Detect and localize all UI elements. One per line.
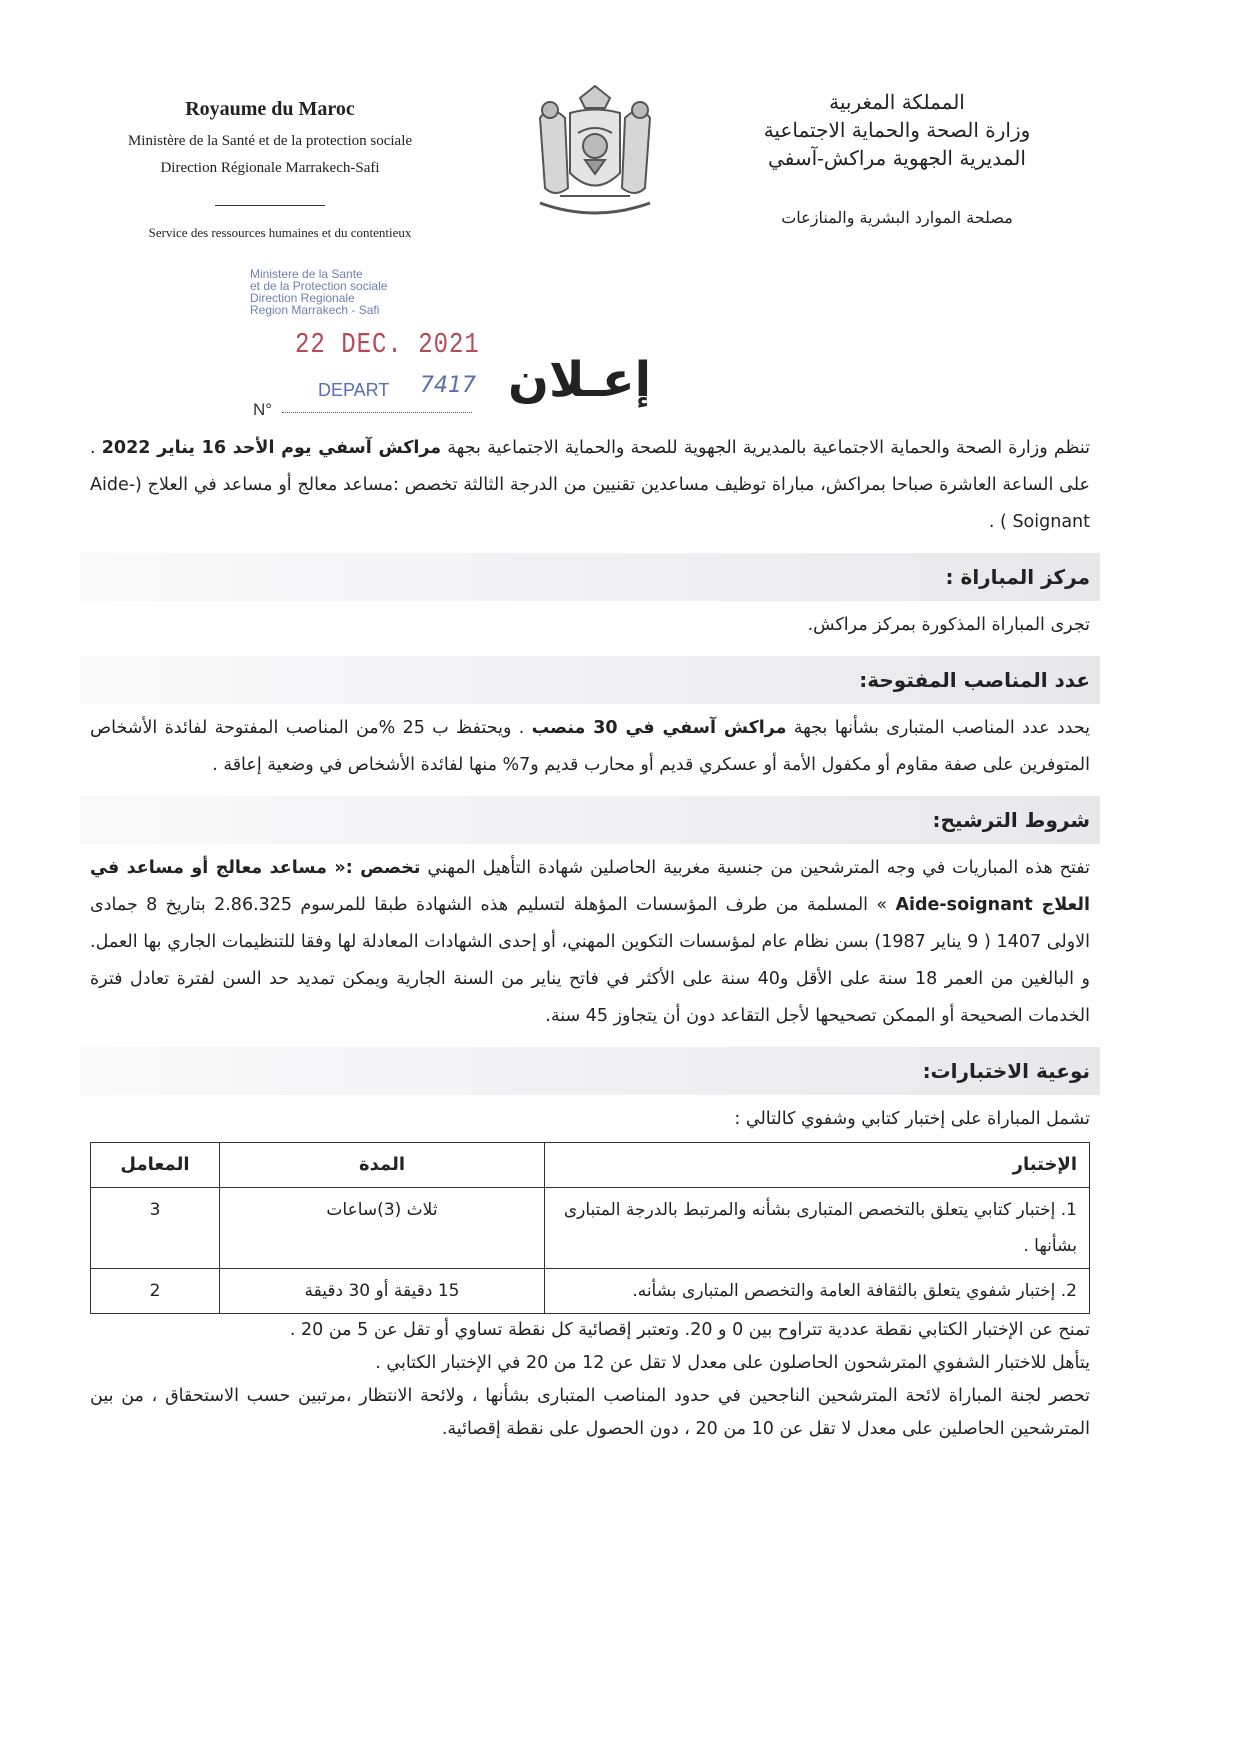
stamp-line-2: et de la Protection sociale — [250, 279, 388, 293]
stamp-line-3: Direction Regionale — [250, 291, 355, 305]
section-conditions-title: شروط الترشيح: — [80, 796, 1100, 844]
intro-text-bold: مراكش آسفي يوم الأحد 16 يناير 2022 — [101, 438, 442, 458]
intro-paragraph — [90, 430, 1090, 541]
stamp-date: 22 DEC. 2021 — [295, 329, 480, 362]
ministry-ar: وزارة الصحة والحماية الاجتماعية — [763, 118, 1031, 142]
service-fr: Service des ressources humaines et du contentieux — [148, 225, 412, 240]
header-arabic — [732, 88, 1062, 172]
table-row — [91, 1269, 1090, 1314]
cond-text-a: تفتح هذه المباريات في وجه المترشحين من جنسية مغربية الحاصلين شهادة التأهيل المهني — [420, 858, 1090, 878]
row-1-duration: ثلاث (3)ساعات — [220, 1188, 545, 1269]
table-row — [91, 1188, 1090, 1269]
section-posts-title: عدد المناصب المفتوحة: — [80, 656, 1100, 704]
direction-fr: Direction Régionale Marrakech-Safi — [160, 160, 380, 176]
center-text: تجرى المباراة المذكورة بمركز مراكش. — [807, 615, 1090, 635]
stamp-line-1: Ministere de la Sante — [250, 267, 363, 281]
cond-text-c: » المسلمة من طرف المؤسسات المؤهلة لتسليم هذه الشهادة طبقا للمرسوم 2.86.325 بتاريخ 8 جمادى الاولى 1407 ( 9 يناير 1987) بسن نظام عام لمؤسسات التكوين المهني، أو إحدى الشهادات المعادلة لها وفقا للتنظيمات الجاري بها العمل. و البالغين من العمر 18 سنة على الأقل و40 سنة على الأكثر في فاتح يناير من السنة الجارية ويمكن تمديد حد السن لفترة تعادل فترة الخدمات الصحيحة أو الممكن تصحيحها لأجل التقاعد دون أن يتجاوز 45 سنة. — [90, 895, 1091, 1026]
tests-table — [90, 1142, 1090, 1314]
note-3: تحصر لجنة المباراة لائحة المترشحين الناجحين في حدود المناصب المتبارى بشأنها ، ولائحة الانتظار ،مرتبين حسب الاستحقاق ، من بين المترشحين الحاصلين على معدل لا تقل عن 10 من 20 ، دون الحصول على نقطة إقصائية. — [90, 1386, 1090, 1439]
stamp-depart: DEPART — [318, 380, 390, 400]
header-french — [60, 98, 480, 177]
stamp-line-4: Region Marrakech - Safi — [250, 303, 380, 317]
intro-text-a: تنظم وزارة الصحة والحماية الاجتماعية بالمديرية الجهوية للصحة والحماية الاجتماعية بجهة — [441, 438, 1090, 458]
header-divider — [215, 205, 325, 206]
number-dotted-line — [282, 412, 472, 413]
number-label: N° — [253, 400, 273, 419]
header-coefficient: المعامل — [91, 1143, 220, 1188]
posts-text-c: . ويحتفظ ب 25 %من المناصب المفتوحة لفائدة الأشخاص المتوفرين على صفة مقاوم أو مكفول الأمة أو عسكري قديم أو محارب قديم و7% منها لفائدة الأشخاص في وضعية إعاقة . — [90, 718, 1090, 775]
header-test: الإختبار — [545, 1143, 1090, 1188]
tests-intro: تشمل المباراة على إختبار كتابي وشفوي كالتالي : — [734, 1109, 1090, 1129]
note-2: يتأهل للاختبار الشفوي المترشحون الحاصلون على معدل لا تقل عن 12 من 20 في الإختبار الكتابي . — [375, 1353, 1090, 1373]
row-2-duration: 15 دقيقة أو 30 دقيقة — [220, 1269, 545, 1314]
cond-text-bold: تخصص :« مساعد معالج أو مساعد في العلاج Aide-soignant — [90, 858, 1090, 915]
header-duration: المدة — [220, 1143, 545, 1188]
posts-text-bold: مراكش آسفي في 30 منصب — [531, 718, 787, 738]
section-tests-title: نوعية الاختبارات: — [80, 1047, 1100, 1095]
stamp-number: 7417 — [420, 373, 476, 398]
page-title: إعـلان — [508, 352, 652, 408]
direction-ar: المديرية الجهوية مراكش-آسفي — [768, 146, 1026, 170]
table-header-row — [91, 1143, 1090, 1188]
note-1: تمنح عن الإختبار الكتابي نقطة عددية تتراوح بين 0 و 20. وتعتبر إقصائية كل نقطة تساوي أو تقل عن 5 من 20 . — [289, 1320, 1090, 1340]
coat-of-arms-icon — [520, 78, 670, 228]
row-1-test: 1. إختبار كتابي يتعلق بالتخصص المتبارى بشأنه والمرتبط بالدرجة المتبارى بشأنها . — [545, 1188, 1090, 1269]
conditions-paragraph — [90, 850, 1090, 1035]
intro-text-c: . على الساعة العاشرة صباحا بمراكش، مباراة توظيف مساعدين تقنيين من الدرجة الثالثة تخصص :مساعد معالج أو مساعد في العلاج (Aide-Soignant ) . — [90, 438, 1090, 532]
announcement-body — [90, 430, 1090, 1446]
service-ar: مصلحة الموارد البشرية والمنازعات — [781, 208, 1013, 227]
ministry-fr: Ministère de la Santé et de la protection sociale — [127, 133, 413, 149]
row-1-coefficient: 3 — [91, 1188, 220, 1269]
notes — [90, 1314, 1090, 1446]
row-2-test: 2. إختبار شفوي يتعلق بالثقافة العامة والتخصص المتبارى بشأنه. — [545, 1269, 1090, 1314]
kingdom-ar: المملكة المغربية — [829, 90, 965, 114]
ministry-stamp — [250, 268, 460, 316]
section-center-title: مركز المباراة : — [80, 553, 1100, 601]
kingdom-fr: Royaume du Maroc — [185, 98, 355, 120]
row-2-coefficient: 2 — [91, 1269, 220, 1314]
posts-paragraph — [90, 710, 1090, 784]
posts-text-a: يحدد عدد المناصب المتبارى بشأنها بجهة — [786, 718, 1091, 738]
